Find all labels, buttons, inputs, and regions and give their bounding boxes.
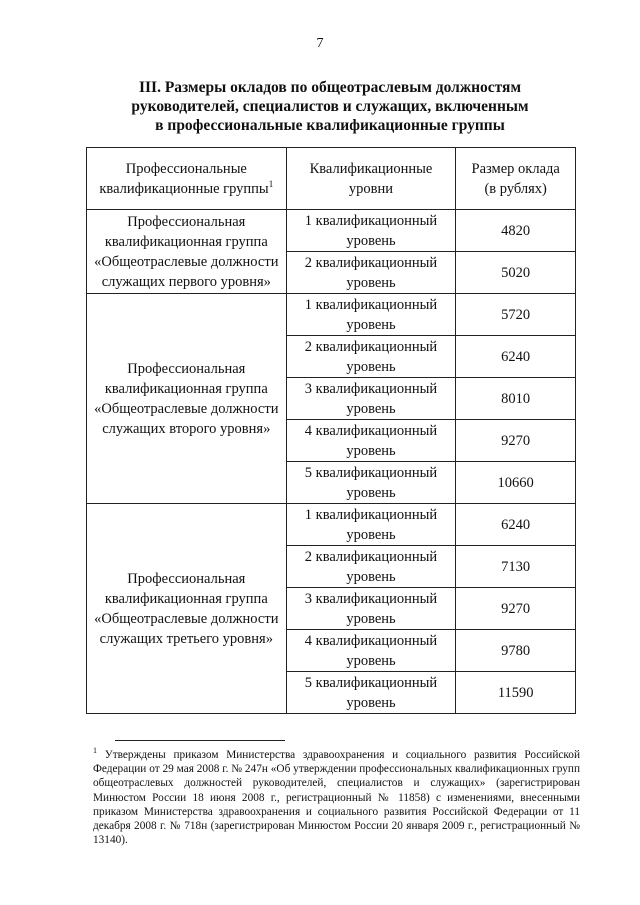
level-cell bbox=[286, 252, 456, 294]
section-title bbox=[60, 78, 600, 135]
salary-cell: 5720 bbox=[456, 294, 576, 336]
salary-cell: 11590 bbox=[456, 672, 576, 714]
level-cell bbox=[286, 504, 456, 546]
level-cell bbox=[286, 210, 456, 252]
level-text: 4 квалификационный bbox=[304, 632, 438, 649]
level-text: 4 квалификационный bbox=[304, 422, 438, 439]
header-text: уровни bbox=[348, 180, 394, 197]
footnote-text: Утверждены приказом Министерства здравоохранения и социального развития Российской Федерации от 29 мая 2008 г. № 247н «Об утверждении профессиональных квалификационных групп общеотраслевых должностей руководителей, специалистов и служащих» (зарегистрирован Минюстом России 18 июня 2008 г., регистрационный № 11858) с изменениями, внесенными приказом Министерства здравоохранения и социального развития Российской Федерации от 11 декабря 2008 г. № 718н (зарегистрирован Минюстом России 20 января 2009 г., регистрационный № 13140). bbox=[93, 749, 580, 847]
group-name-line: служащих второго уровня» bbox=[102, 420, 271, 437]
group-name-line: «Общеотраслевые должности bbox=[94, 400, 279, 417]
level-text: уровень bbox=[346, 568, 396, 585]
level-cell bbox=[286, 294, 456, 336]
header-text: квалификационные группы bbox=[99, 180, 269, 197]
salary-cell: 9270 bbox=[456, 588, 576, 630]
level-text: 2 квалификационный bbox=[304, 548, 438, 565]
level-text: уровень bbox=[346, 232, 396, 249]
salary-cell: 6240 bbox=[456, 336, 576, 378]
level-text: уровень bbox=[346, 358, 396, 375]
group-name-line: Профессиональная bbox=[127, 213, 246, 230]
salary-cell: 8010 bbox=[456, 378, 576, 420]
level-text: 1 квалификационный bbox=[304, 212, 438, 229]
page-number: 7 bbox=[316, 36, 324, 51]
level-text: 5 квалификационный bbox=[304, 674, 438, 691]
level-cell bbox=[286, 588, 456, 630]
header-text: Профессиональные bbox=[125, 160, 247, 177]
level-cell bbox=[286, 420, 456, 462]
level-text: уровень bbox=[346, 694, 396, 711]
footnote-reference: 1 bbox=[268, 178, 274, 189]
table-row bbox=[87, 210, 576, 252]
level-cell bbox=[286, 672, 456, 714]
level-text: 2 квалификационный bbox=[304, 338, 438, 355]
header-text: Размер оклада bbox=[471, 160, 560, 177]
salary-cell: 9270 bbox=[456, 420, 576, 462]
group-name-line: служащих первого уровня» bbox=[101, 273, 271, 290]
table-row bbox=[87, 294, 576, 336]
salary-table bbox=[86, 147, 576, 714]
level-text: уровень bbox=[346, 610, 396, 627]
header-qualification-levels bbox=[286, 148, 456, 210]
salary-cell: 9780 bbox=[456, 630, 576, 672]
table-row bbox=[87, 504, 576, 546]
salary-cell: 6240 bbox=[456, 504, 576, 546]
level-text: 1 квалификационный bbox=[304, 296, 438, 313]
salary-cell: 10660 bbox=[456, 462, 576, 504]
group-name-line: Профессиональная bbox=[127, 360, 246, 377]
salary-cell: 7130 bbox=[456, 546, 576, 588]
level-text: уровень bbox=[346, 484, 396, 501]
group-cell bbox=[87, 210, 287, 294]
level-text: уровень bbox=[346, 316, 396, 333]
group-name-line: «Общеотраслевые должности bbox=[94, 253, 279, 270]
group-name-line: «Общеотраслевые должности bbox=[94, 610, 279, 627]
level-text: уровень bbox=[346, 652, 396, 669]
level-text: уровень bbox=[346, 274, 396, 291]
level-text: 5 квалификационный bbox=[304, 464, 438, 481]
group-name-line: квалификационная группа bbox=[104, 590, 268, 607]
footnote-divider bbox=[115, 740, 285, 741]
header-text: (в рублях) bbox=[484, 180, 547, 197]
level-cell bbox=[286, 546, 456, 588]
level-text: уровень bbox=[346, 442, 396, 459]
group-cell bbox=[87, 294, 287, 504]
group-name-line: квалификационная группа bbox=[104, 233, 268, 250]
header-text: Квалификационные bbox=[309, 160, 433, 177]
level-text: 3 квалификационный bbox=[304, 590, 438, 607]
level-cell bbox=[286, 462, 456, 504]
level-text: уровень bbox=[346, 400, 396, 417]
section-title-line: руководителей, специалистов и служащих, включенным bbox=[131, 98, 529, 115]
header-professional-groups bbox=[87, 148, 287, 210]
level-cell bbox=[286, 630, 456, 672]
level-text: 2 квалификационный bbox=[304, 254, 438, 271]
group-name-line: Профессиональная bbox=[127, 570, 246, 587]
footnote-mark: 1 bbox=[93, 746, 97, 756]
section-title-line: III. Размеры окладов по общеотраслевым должностям bbox=[138, 79, 522, 96]
group-name-line: служащих третьего уровня» bbox=[99, 630, 273, 647]
level-cell bbox=[286, 378, 456, 420]
salary-cell: 4820 bbox=[456, 210, 576, 252]
footnote bbox=[93, 748, 580, 847]
header-salary-size bbox=[456, 148, 576, 210]
group-cell bbox=[87, 504, 287, 714]
section-title-line: в профессиональные квалификационные группы bbox=[155, 117, 505, 134]
level-text: 3 квалификационный bbox=[304, 380, 438, 397]
level-text: 1 квалификационный bbox=[304, 506, 438, 523]
level-text: уровень bbox=[346, 526, 396, 543]
table-header-row bbox=[87, 148, 576, 210]
level-cell bbox=[286, 336, 456, 378]
salary-cell: 5020 bbox=[456, 252, 576, 294]
group-name-line: квалификационная группа bbox=[104, 380, 268, 397]
